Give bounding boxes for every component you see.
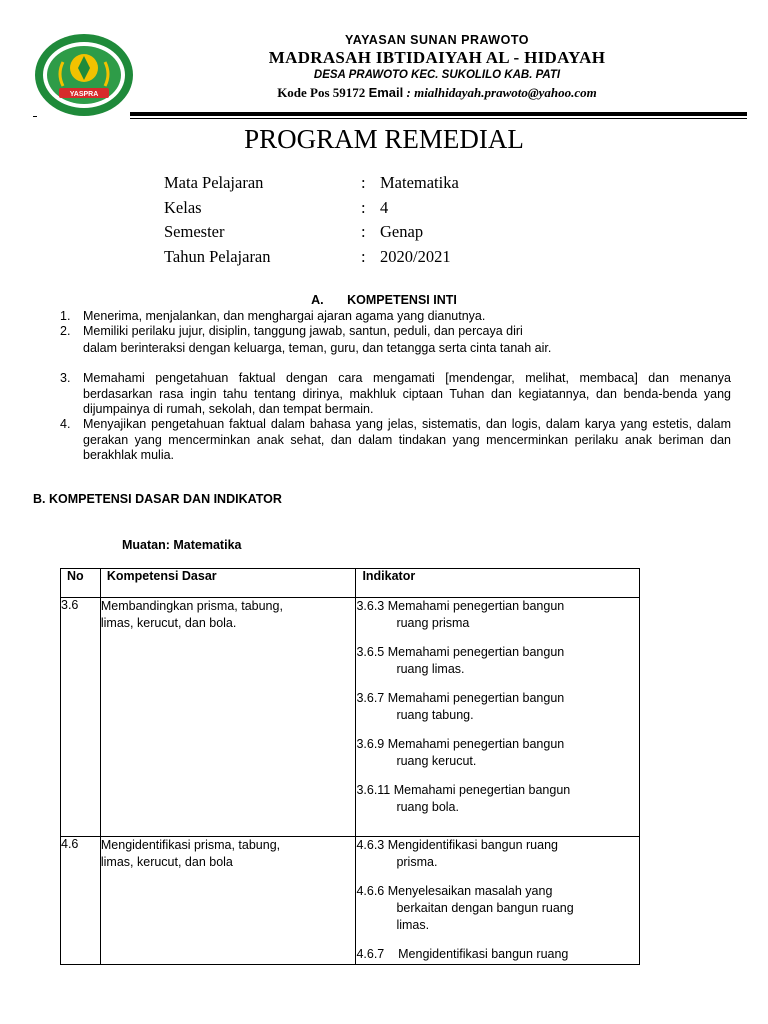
section-a-letter: A.: [311, 293, 324, 307]
indicator-item: [356, 946, 639, 963]
indicator-first: 3.6.7 Memahami penegertian bangun: [356, 691, 565, 705]
row-kd: [100, 598, 356, 837]
indicator-first: 4.6.7 Mengidentifikasi bangun ruang: [356, 947, 569, 961]
indicator-first: 4.6.3 Mengidentifikasi bangun ruang: [356, 838, 558, 852]
indicator-first: 3.6.3 Memahami penegertian bangun: [356, 599, 565, 613]
indicator-rest: prisma.: [396, 855, 438, 869]
indicator-first: 4.6.6 Menyelesaikan masalah yang: [356, 884, 553, 898]
indicator-first: 3.6.9 Memahami penegertian bangun: [356, 737, 565, 751]
section-b-heading: B. KOMPETENSI DASAR DAN INDIKATOR: [33, 492, 282, 506]
row-kd: [100, 837, 356, 965]
info-colon: :: [361, 222, 366, 241]
indicator-rest: berkaitan dengan bangun ruang limas.: [396, 901, 574, 932]
row-kd-text: Membandingkan prisma, tabung, limas, kerucut, dan bola.: [100, 599, 283, 630]
header-email-label: Email: [368, 85, 404, 100]
info-value: 2020/2021: [380, 247, 451, 266]
muatan-label: Muatan: Matematika: [122, 538, 242, 552]
indicator-rest: ruang kerucut.: [396, 754, 477, 768]
document-title: PROGRAM REMEDIAL: [244, 124, 524, 154]
header-postal-code: Kode Pos 59172: [277, 85, 366, 100]
ki-number: 4.: [60, 417, 71, 431]
header-address: DESA PRAWOTO KEC. SUKOLILO KAB. PATI: [313, 69, 561, 81]
table-header-row: [61, 569, 640, 598]
info-colon: :: [361, 247, 366, 266]
indicator-first: 3.6.5 Memahami penegertian bangun: [356, 645, 565, 659]
ki-number: 3.: [60, 371, 71, 385]
row-indicators: [356, 837, 640, 965]
header-rule-thin: [130, 118, 747, 119]
table-header-indikator: Indikator: [356, 569, 640, 598]
ki-item-1: Menerima, menjalankan, dan menghargai ajaran agama yang dianutnya.: [83, 309, 486, 323]
kd-indicator-table: [60, 568, 640, 965]
indicator-rest: ruang prisma: [396, 616, 470, 630]
ki-item-3: Memahami pengetahuan faktual dengan cara mengamati [mendengar, melihat, membaca] dan menanya berdasarkan rasa ingin tahu tentang dirinya, makhluk ciptaan Tuhan dan kegiatannya, dan benda-benda yang dijumpainya di rumah, sekolah, dan tempat bermain.: [83, 371, 731, 416]
ki-item-2-line-1: Memiliki perilaku jujur, disiplin, tanggung jawab, santun, peduli, dan percaya diri: [83, 324, 523, 338]
indicator-rest: ruang tabung.: [396, 708, 474, 722]
indicator-item: [356, 837, 639, 871]
section-a-heading: [0, 293, 768, 307]
header-email-value[interactable]: : mialhidayah.prawoto@yahoo.com: [406, 85, 597, 100]
header-madrasah: MADRASAH IBTIDAIYAH AL - HIDAYAH: [268, 48, 606, 67]
table-row: [61, 837, 640, 965]
indicator-first: 3.6.11 Memahami penegertian bangun: [356, 783, 571, 797]
indicator-item: [356, 736, 639, 770]
indicator-item: [356, 598, 639, 632]
info-colon: :: [361, 198, 366, 217]
indicator-item: [356, 690, 639, 724]
header-rule-left: [33, 116, 37, 117]
info-key: Semester: [164, 222, 225, 241]
info-value: 4: [380, 198, 389, 217]
info-colon: :: [361, 173, 366, 192]
info-value: Genap: [380, 222, 424, 241]
indicator-item: [356, 883, 639, 934]
row-no: 4.6: [61, 837, 101, 965]
info-key: Mata Pelajaran: [164, 173, 264, 192]
header-yayasan: YAYASAN SUNAN PRAWOTO: [345, 33, 529, 47]
row-no: 3.6: [61, 598, 101, 837]
logo-banner-text: YASPRA: [69, 91, 99, 98]
table-header-no: No: [61, 569, 101, 598]
row-indicators: [356, 598, 640, 837]
info-key: Kelas: [164, 198, 202, 217]
table-header-kd: Kompetensi Dasar: [100, 569, 356, 598]
section-a-label: KOMPETENSI INTI: [347, 293, 457, 307]
header-contact: [0, 85, 768, 101]
row-kd-text: Mengidentifikasi prisma, tabung, limas, kerucut, dan bola: [100, 838, 281, 869]
ki-number: 2.: [60, 324, 71, 338]
indicator-item: [356, 644, 639, 678]
info-key: Tahun Pelajaran: [164, 247, 271, 266]
ki-number: 1.: [60, 309, 71, 323]
ki-item-4: Menyajikan pengetahuan faktual dalam bahasa yang jelas, sistematis, dan logis, dalam karya yang estetis, dalam gerakan yang mencerminkan anak sehat, dan dalam tindakan yang mencerminkan perilaku anak beriman dan berakhlak mulia.: [83, 417, 731, 462]
indicator-rest: ruang limas.: [396, 662, 465, 676]
ki-item-2-line-2: dalam berinteraksi dengan keluarga, teman, guru, dan tetangga serta cinta tanah air.: [83, 341, 552, 355]
header-rule-thick: [130, 112, 747, 116]
table-row: [61, 598, 640, 837]
indicator-item: [356, 782, 639, 816]
info-value: Matematika: [380, 173, 459, 192]
indicator-rest: ruang bola.: [396, 800, 459, 814]
